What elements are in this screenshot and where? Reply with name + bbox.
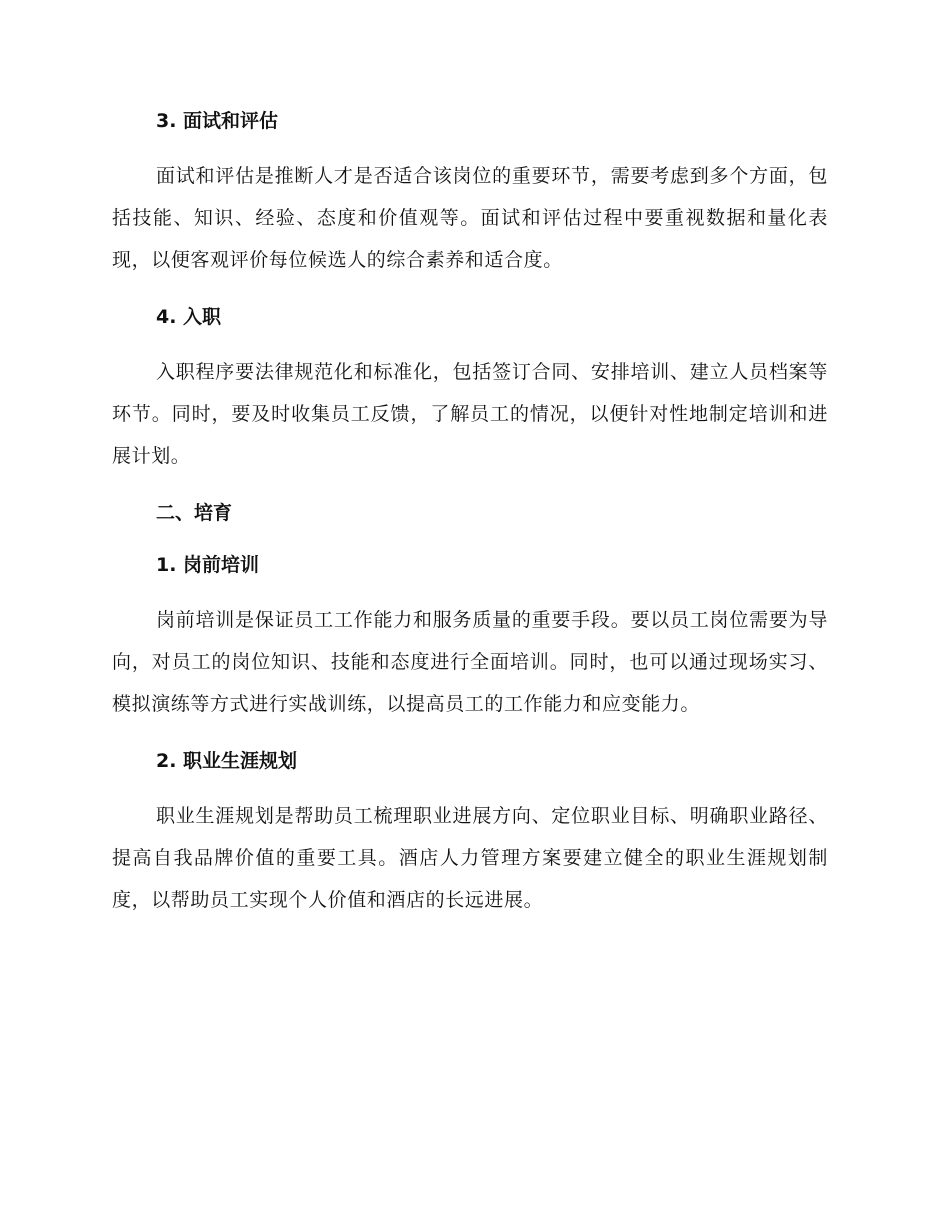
section-paragraph-onboarding: 入职程序要法律规范化和标准化，包括签订合同、安排培训、建立人员档案等环节。同时，要及时收集员工反馈，了解员工的情况，以便针对性地制定培训和进展计划。 — [112, 361, 828, 467]
section-paragraph-pre-job-training: 岗前培训是保证员工工作能力和服务质量的重要手段。要以员工岗位需要为导向，对员工的岗位知识、技能和态度进行全面培训。同时，也可以通过现场实习、模拟演练等方式进行实战训练，以提高员工的工作能力和应变能力。 — [112, 609, 828, 715]
section-heading-onboarding: 4. 入职 — [156, 306, 222, 328]
section-paragraph-career-planning: 职业生涯规划是帮助员工梳理职业进展方向、定位职业目标、明确职业路径、提高自我品牌价值的重要工具。酒店人力管理方案要建立健全的职业生涯规划制度，以帮助员工实现个人价值和酒店的长远进展。 — [112, 805, 828, 911]
section-heading-cultivation: 二、培育 — [156, 502, 233, 524]
section-heading-career-planning: 2. 职业生涯规划 — [156, 750, 298, 772]
document-body — [112, 105, 828, 921]
section-paragraph-interview: 面试和评估是推断人才是否适合该岗位的重要环节，需要考虑到多个方面，包括技能、知识、经验、态度和价值观等。面试和评估过程中要重视数据和量化表现，以便客观评价每位候选人的综合素养和适合度。 — [112, 165, 828, 271]
section-heading-interview: 3. 面试和评估 — [156, 110, 279, 132]
section-heading-pre-job-training: 1. 岗前培训 — [156, 554, 260, 576]
